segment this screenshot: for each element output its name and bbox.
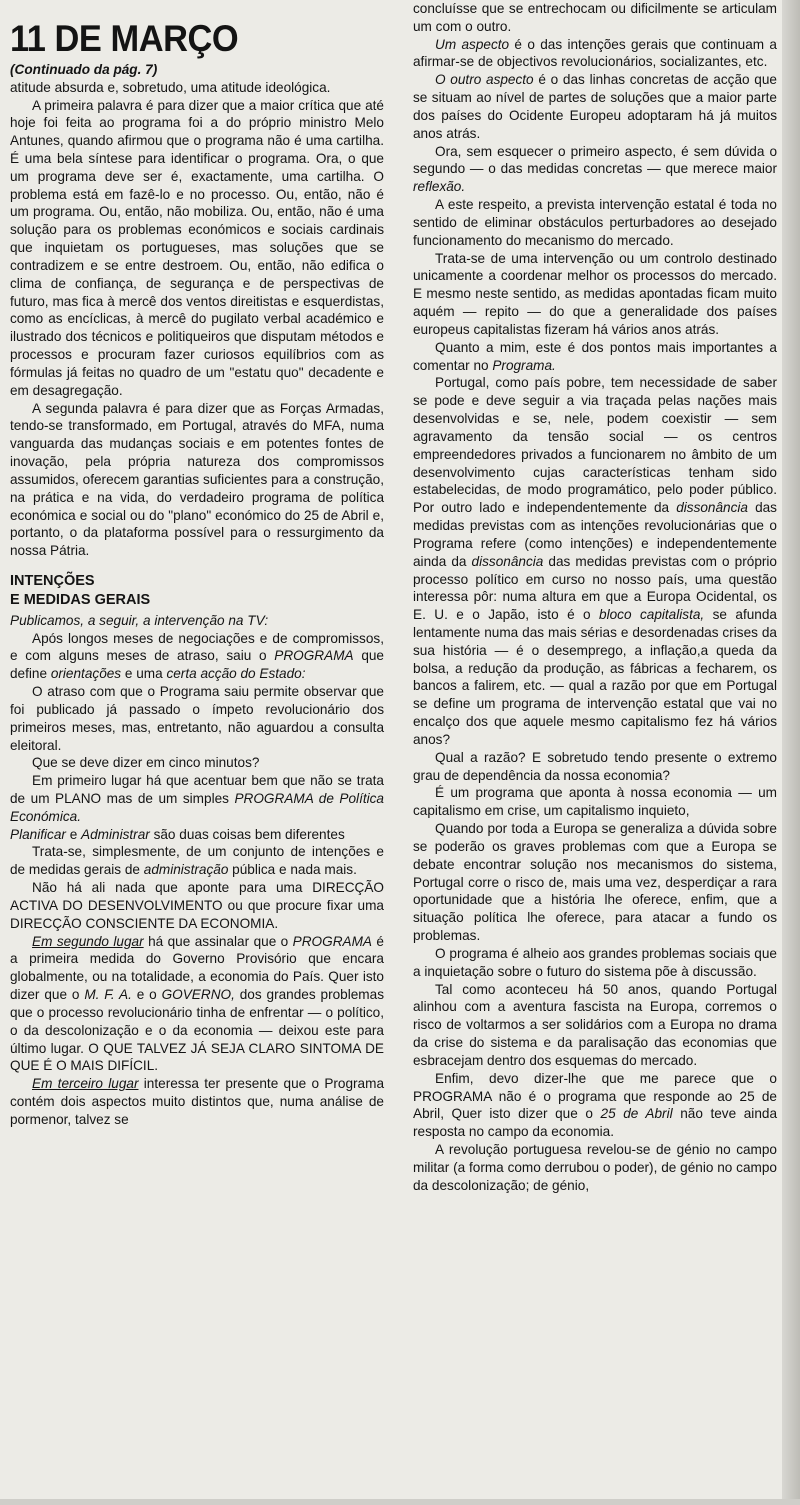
paragraph: Após longos meses de negociações e de compromissos, e com alguns meses de atraso, saiu o PROGRAMA que define orientações e uma certa acção do Estado: xyxy=(10,630,384,682)
continued-note: (Continuado da pág. 7) xyxy=(10,62,158,77)
paragraph: Trata-se de uma intervenção ou um controlo destinado unicamente a coordenar melhor os processos do mercado. E mesmo neste sentido, as medidas apontadas ficam muito aquém — repito — do que a generalidade dos países europeus capitalistas fizeram há vários anos atrás. xyxy=(413,250,777,337)
paragraph: Em terceiro lugar interessa ter presente que o Programa contém dois aspectos muito distintos que, numa análise de pormenor, talvez se xyxy=(10,1076,384,1127)
left-column xyxy=(10,0,384,1129)
paragraph: concluísse que se entrechocam ou dificilmente se articulam um com o outro. xyxy=(413,1,777,34)
paragraph: Quanto a mim, este é dos pontos mais importantes a comentar no Programa. xyxy=(413,339,777,373)
section-heading-line-1: INTENÇÕES xyxy=(10,573,95,590)
paragraph: Planificar e Administrar são duas coisas bem diferentes xyxy=(10,826,345,842)
paragraph: Quando por toda a Europa se generaliza a dúvida sobre se poderão os graves problemas com que a Europa se debate encontrar solução nos mecanismos do sistema, Portugal corre o risco de, mais uma vez, desperdiçar a rara oportunidade que a história lhe oferece, enfim, que a situação política lhe oferece, para atacar a fundo os problemas. xyxy=(413,821,777,944)
paragraph: Qual a razão? E sobretudo tendo presente o extremo grau de dependência da nossa economia? xyxy=(413,749,777,783)
page-bottom-edge xyxy=(0,1499,800,1505)
paragraph: Ora, sem esquecer o primeiro aspecto, é sem dúvida o segundo — o das medidas concretas — que merece maior reflexão. xyxy=(413,143,777,195)
paragraph: Não há ali nada que aponte para uma DIRECÇÃO ACTIVA DO DESENVOLVIMENTO ou que procure fixar uma DIRECÇÃO CONSCIENTE DA ECONOMIA. xyxy=(10,880,384,931)
paragraph: Um aspecto é o das intenções gerais que continuam a afirmar-se de objectivos revolucionários, socializantes, etc. xyxy=(413,36,777,70)
paragraph: Publicamos, a seguir, a intervenção na TV: xyxy=(10,612,269,628)
right-column xyxy=(413,0,777,1194)
page-title: 11 DE MARÇO xyxy=(10,18,239,59)
paragraph: Que se deve dizer em cinco minutos? xyxy=(32,755,260,771)
paragraph: Enfim, devo dizer-lhe que me parece que o PROGRAMA não é o programa que responde ao 25 de Abril, Quer isto dizer que o 25 de Abril não teve ainda resposta no campo da economia. xyxy=(413,1070,777,1140)
paragraph: Tal como aconteceu há 50 anos, quando Portugal alinhou com a aventura fascista na Europa, corremos o risco de voltarmos a ser solidários com a Europa no drama da crise do sistema e da paralisação das economias que esbracejam dentro dos esquemas do mercado. xyxy=(413,981,777,1068)
paragraph: A este respeito, a prevista intervenção estatal é toda no sentido de eliminar obstáculos perturbadores ao desejado funcionamento do mecanismo do mercado. xyxy=(413,197,777,248)
paragraph: Em segundo lugar há que assinalar que o PROGRAMA é a primeira medida do Governo Provisório que encara globalmente, ou na totalidade, a economia do País. Quer isto dizer que o M. F. A. e o GOVERNO, dos grandes problemas que o processo revolucionário tinha de enfrentar — o político, o da descolonização e o da economia — deixou este para último lugar. O QUE TALVEZ JÁ SEJA CLARO SINTOMA DE QUE É O MAIS DIFÍCIL. xyxy=(10,933,384,1074)
paragraph: atitude absurda e, sobretudo, uma atitude ideológica. xyxy=(10,79,331,95)
paragraph: É um programa que aponta à nossa economia — um capitalismo em crise, um capitalismo inquieto, xyxy=(413,785,777,819)
paragraph: A primeira palavra é para dizer que a maior crítica que até hoje foi feita ao programa foi a do próprio ministro Melo Antunes, quando afirmou que o programa não é uma cartilha. É uma bela síntese para identificar o programa. Ora, o que um programa deve ser é, exactamente, uma cartilha. O problema está em fazê-lo e no processo. Ou, então, não é um programa. Ou, então, não mobiliza. Ou, então, não é uma solução para os problemas económicos e sociais cardinais que inquietam os portugueses, mas soluções que se contradizem e se entre destroem. Ou, então, não edifica o clima de confiança, de segurança e de perspectivas de futuro, mas fica à mercê dos ventos direitistas e esquerdistas, como as encíclicas, à mercê do pugilato verbal académico e ilustrado dos técnicos e politiqueiros que disputam métodos e processos e procuram fazer curiosos equilíbrios com as fórmulas já feitas no quadro de um "estatu quo" decadente e em desagregação. xyxy=(10,97,384,398)
paragraph: O atraso com que o Programa saiu permite observar que foi publicado já passado o ímpeto revolucionário dos primeiros meses, mas, entretanto, não aguardou a consulta eleitoral. xyxy=(10,684,384,753)
paragraph: A revolução portuguesa revelou-se de génio no campo militar (a forma como derrubou o poder), de génio no campo da descolonização; de génio, xyxy=(413,1142,777,1193)
paragraph: O programa é alheio aos grandes problemas sociais que a inquietação sobre o futuro do sistema põe à discussão. xyxy=(413,945,777,979)
paragraph: Trata-se, simplesmente, de um conjunto de intenções e de medidas gerais de administração pública e nada mais. xyxy=(10,844,384,878)
section-heading xyxy=(10,572,384,610)
section-heading-line-2: E MEDIDAS GERAIS xyxy=(10,591,151,608)
page-edge-shadow xyxy=(782,0,800,1505)
paragraph: A segunda palavra é para dizer que as Forças Armadas, tendo-se transformado, em Portugal, através do MFA, numa vanguarda das mudanças sociais e em potentes fontes de inovação, pela própria natureza dos compromissos assumidos, oferecem garantias suficientes para a construção, na prática e na vida, do verdadeiro programa de política económica e social ou do "plano" económico do 25 de Abril e, portanto, o da plataforma possível para o ressurgimento da nossa Pátria. xyxy=(10,400,384,559)
paragraph: O outro aspecto é o das linhas concretas de acção que se situam ao nível de partes de soluções que a maior parte dos países do Ocidente Europeu adoptaram há já muitos anos atrás. xyxy=(413,72,777,141)
paragraph: Em primeiro lugar há que acentuar bem que não se trata de um PLANO mas de um simples PROGRAMA de Política Económica. xyxy=(10,773,384,824)
paragraph: Portugal, como país pobre, tem necessidade de saber se pode e deve seguir a via traçada pelas nações mais desenvolvidas e se, nele, podem coexistir — sem agravamento da tensão social — os centros empreendedores privados a funcionarem no âmbito de um desenvolvimento cujas características tenham sido estabelecidas, de modo programático, pelo poder público. Por outro lado e independentemente da dissonância das medidas previstas com as intenções revolucionárias que o Programa refere (como intenções) e independentemente ainda da dissonância das medidas previstas com o próprio processo político em curso no nosso país, uma questão interessa pôr: numa altura em que a Europa Ocidental, os E. U. e o Japão, isto é o bloco capitalista, se afunda lentamente numa das mais sérias e desordenadas crises da sua história — é o desemprego, a inflação,a queda da bolsa, a redução da produção, as fábricas a fecharem, os bancos a falirem, etc. — qual a razão por que em Portugal se define um programa de intervenção estatal que vai no encalço dos que aquele mesmo capitalismo fez há vários anos? xyxy=(413,375,777,747)
